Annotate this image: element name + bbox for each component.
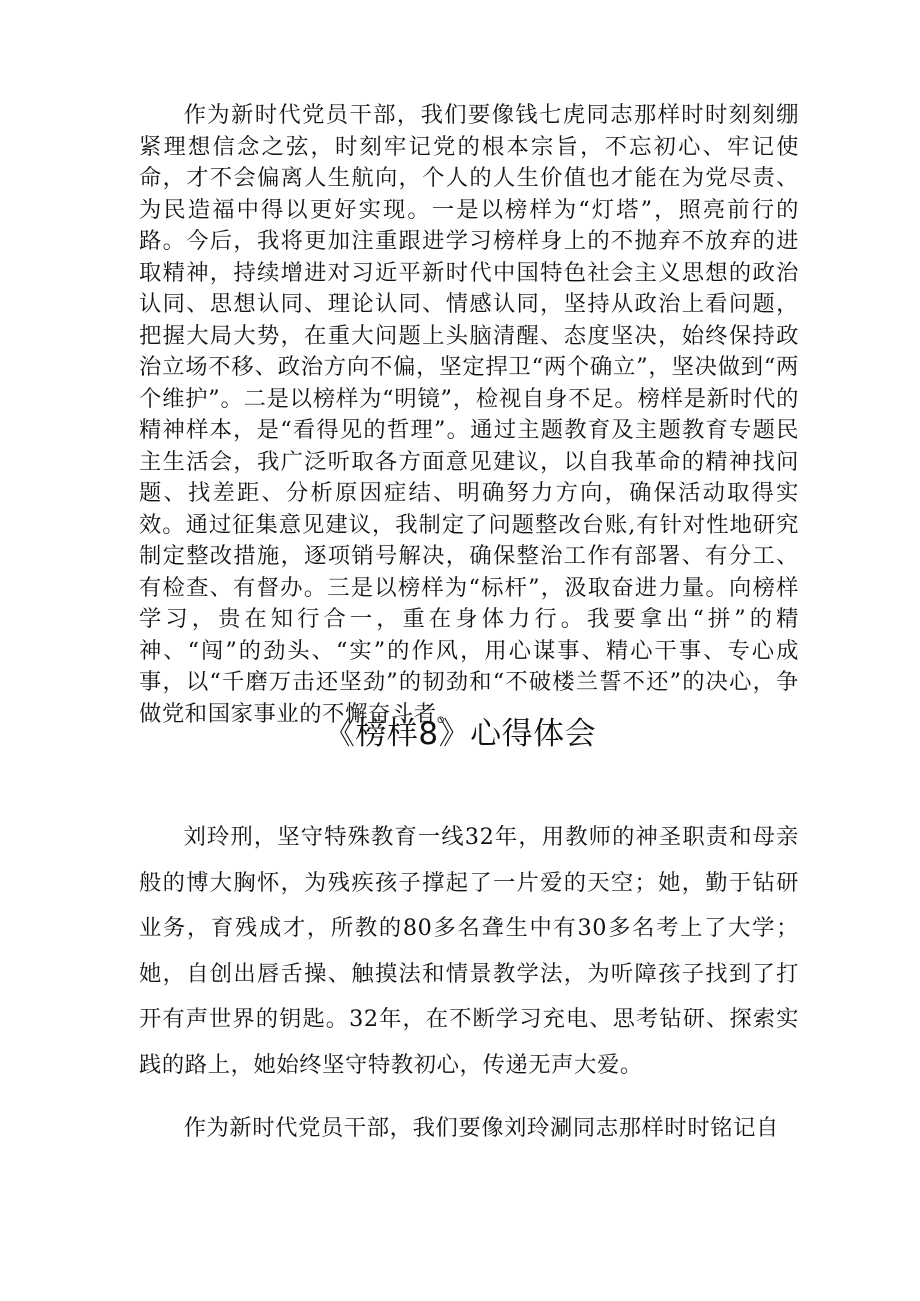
- paragraph-body-2: 刘玲刑，坚守特殊教育一线32年，用教师的神圣职责和母亲般的博大胸怀，为残疾孩子撑起了一片爱的天空；她，勤于钻研业务，育残成才，所教的80多名聋生中有30多名考上了大学；她，自创出唇舌操、触摸法和情景教学法，为听障孩子找到了打开有声世界的钥匙。32年，在不断学习充电、思考钻研、探索实践的路上，她始终坚守特教初心，传递无声大爱。: [139, 824, 799, 1078]
- paragraph-body-1: 作为新时代党员干部，我们要像钱七虎同志那样时时刻刻绷紧理想信念之弦，时刻牢记党的根本宗旨，不忘初心、牢记使命，才不会偏离人生航向，个人的人生价值也才能在为党尽责、为民造福中得以更好实现。一是以榜样为“灯塔”，照亮前行的路。今后，我将更加注重跟进学习榜样身上的不抛弃不放弃的进取精神，持续增进对习近平新时代中国特色社会主义思想的政治认同、思想认同、理论认同、情感认同，坚持从政治上看问题，把握大局大势，在重大问题上头脑清醒、态度坚决，始终保持政治立场不移、政治方向不偏，坚定捍卫“两个确立”，坚决做到“两个维护”。二是以榜样为“明镜”，检视自身不足。榜样是新时代的精神样本，是“看得见的哲理”。通过主题教育及主题教育专题民主生活会，我广泛听取各方面意见建议，以自我革命的精神找问题、找差距、分析原因症结、明确努力方向，确保活动取得实效。通过征集意见建议，我制定了问题整改台账,有针对性地研究制定整改措施，逐项销号解决，确保整治工作有部署、有分工、有检查、有督办。三是以榜样为“标杆”，汲取奋进力量。向榜样学习，贵在知行合一，重在身体力行。我要拿出“拼”的精神、“闯”的劲头、“实”的作风，用心谋事、精心干事、专心成事，以“千磨万击还坚劲”的韧劲和“不破楼兰誓不还”的决心，争做党和国家事业的不懈奋斗者。: [139, 102, 799, 727]
- section-title: 《榜样8》心得体会: [323, 716, 597, 752]
- paragraph-body-3: 作为新时代党员干部，我们要像刘玲涮同志那样时时铭记自: [183, 1115, 779, 1141]
